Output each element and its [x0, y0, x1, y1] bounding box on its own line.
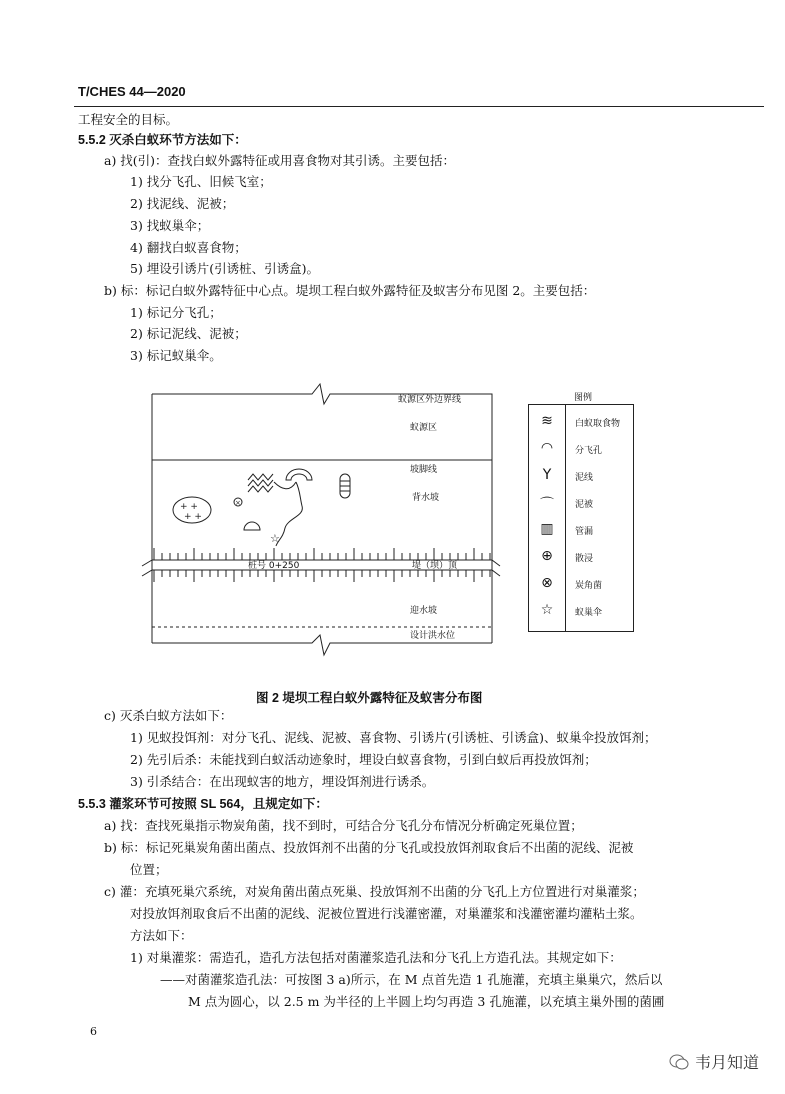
text-line: 2) 找泥线、泥被；: [130, 196, 235, 211]
label-outer-boundary: 蚁源区外边界线: [398, 395, 462, 405]
label-back-slope: 背水坡: [412, 493, 440, 503]
text-line: c) 灭杀白蚁方法如下：: [104, 708, 233, 723]
mud-cover-icon: ⌒: [540, 497, 554, 513]
label-slope-toe: 坡脚线: [410, 465, 438, 475]
text-line: 3) 引杀结合：在出现蚁害的地方，埋设饵剂进行诱杀。: [130, 774, 435, 789]
legend-item: [529, 413, 633, 433]
label-flood-level: 设计洪水位: [410, 631, 456, 641]
legend-item: [529, 602, 633, 622]
page-number: 6: [90, 1025, 97, 1038]
legend-item: [529, 494, 633, 514]
watermark: [669, 1050, 759, 1073]
text-line: 5.5.3 灌浆环节可按照 SL 564，且规定如下：: [78, 797, 328, 811]
text-line: 1) 标记分飞孔；: [130, 305, 222, 320]
wechat-icon: [669, 1053, 689, 1071]
legend-item: [529, 521, 633, 541]
text-line: M 点为圆心，以 2.5 m 为半径的上半圆上均匀再造 3 孔施灌，以充填主巢外围的菌圃: [188, 994, 665, 1009]
legend-label: 泥被: [575, 500, 594, 510]
legend-title: 图例: [574, 393, 593, 403]
flight-hole-icon: ◠: [540, 440, 554, 456]
legend-item: [529, 575, 633, 595]
tube-icon: ▥: [540, 521, 554, 537]
text-line: 3) 标记蚁巢伞。: [130, 348, 222, 363]
legend-label: 泥线: [575, 473, 594, 483]
text-line: 1) 找分飞孔、旧候飞室；: [130, 174, 272, 189]
nest-umbrella-icon: ☆: [540, 602, 554, 618]
xylaria-icon: ⊗: [541, 575, 553, 591]
text-line: 5) 埋设引诱片(引诱桩、引诱盒)。: [130, 261, 320, 276]
legend-label: 炭角菌: [575, 581, 603, 591]
scatter-icon: ⊕: [541, 548, 553, 564]
legend-label: 分飞孔: [575, 446, 603, 456]
text-line: a) 找(引)：查找白蚁外露特征或用喜食物对其引诱。主要包括：: [104, 153, 456, 168]
legend-item: [529, 548, 633, 568]
watermark-text: 韦月知道: [694, 1053, 759, 1072]
label-crest: 堤（坝）顶: [412, 561, 458, 571]
legend-label: 白蚁取食物: [575, 419, 621, 429]
header-rule: [74, 106, 764, 107]
text-line: c) 灌：充填死巢穴系统，对炭角菌出菌点死巢、投放饵剂不出菌的分飞孔上方位置进行对巢灌浆；: [104, 884, 645, 899]
text-line: 3) 找蚁巢伞；: [130, 218, 210, 233]
text-line: 4) 翻找白蚁喜食物；: [130, 240, 247, 255]
svg-text:☆: ☆: [270, 532, 280, 545]
label-station: 桩号 0+250: [248, 561, 300, 571]
text-line: b) 标：标记白蚁外露特征中心点。堤坝工程白蚁外露特征及蚁害分布见图 2。主要包括：: [104, 283, 596, 298]
legend-divider: [565, 405, 566, 631]
text-line: ——对菌灌浆造孔法：可按图 3 a)所示，在 M 点首先造 1 孔施灌，充填主巢巢穴，然后以: [160, 972, 663, 987]
legend-label: 管漏: [575, 527, 594, 537]
text-line: b) 标：标记死巢炭角菌出菌点、投放饵剂不出菌的分飞孔或投放饵剂取食后不出菌的泥线、泥被: [104, 840, 634, 855]
text-line: 1) 对巢灌浆：需造孔，造孔方法包括对菌灌浆造孔法和分飞孔上方造孔法。其规定如下：: [130, 950, 622, 965]
mud-line-icon: Y: [542, 467, 552, 483]
text-line: 工程安全的目标。: [78, 112, 179, 127]
label-front-slope: 迎水坡: [410, 606, 438, 616]
food-icon: ≋: [541, 413, 553, 429]
label-source-zone: 蚁源区: [410, 423, 438, 433]
legend-item: [529, 440, 633, 460]
text-line: 5.5.2 灭杀白蚁环节方法如下：: [78, 133, 247, 147]
legend-label: 散浸: [575, 554, 594, 564]
figure-caption: 图 2 堤坝工程白蚁外露特征及蚁害分布图: [256, 691, 483, 705]
doc-id: T/CHES 44—2020: [78, 84, 186, 99]
text-line: 对投放饵剂取食后不出菌的泥线、泥被位置进行浅灌密灌，对巢灌浆和浅灌密灌均灌粘土浆。: [130, 906, 643, 921]
svg-text:×: ×: [235, 499, 241, 507]
text-line: 1) 见蚁投饵剂：对分飞孔、泥线、泥被、喜食物、引诱片(引诱桩、引诱盒)、蚁巢伞投放饵剂；: [130, 730, 657, 745]
text-line: 位置；: [130, 862, 168, 877]
legend-box: [528, 404, 634, 632]
legend-label: 蚁巢伞: [575, 608, 603, 618]
svg-text:+ +: + +: [180, 502, 198, 512]
text-line: 2) 先引后杀：未能找到白蚁活动迹象时，埋设白蚁喜食物，引到白蚁后再投放饵剂；: [130, 752, 597, 767]
svg-text:+ +: + +: [184, 512, 202, 522]
text-line: 方法如下：: [130, 928, 193, 943]
text-line: a) 找：查找死巢指示物炭角菌，找不到时，可结合分飞孔分布情况分析确定死巢位置；: [104, 818, 583, 833]
legend-item: [529, 467, 633, 487]
text-line: 2) 标记泥线、泥被；: [130, 326, 247, 341]
